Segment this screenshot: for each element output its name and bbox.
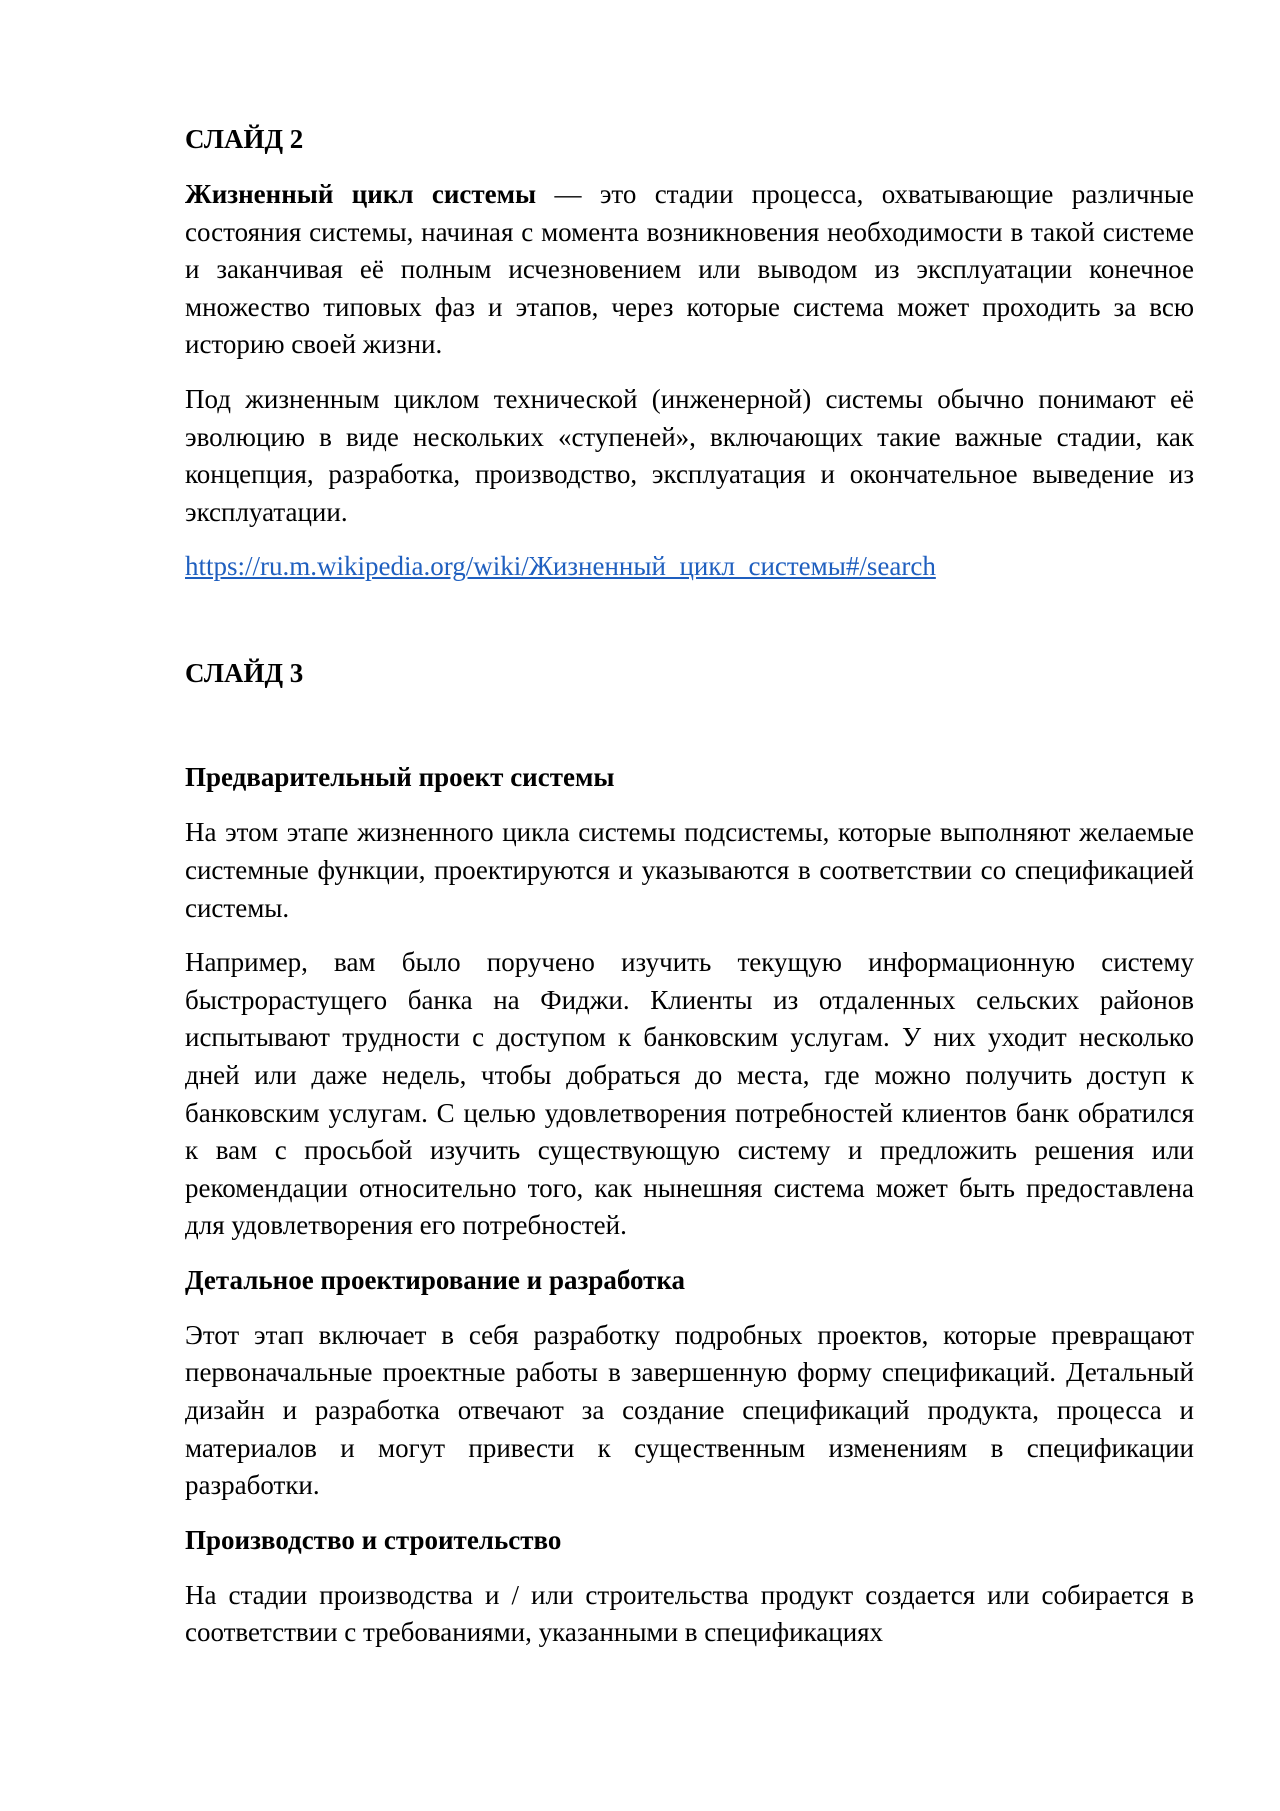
wikipedia-link[interactable]: https://ru.m.wikipedia.org/wiki/Жизненный_цикл_системы#/search [185, 551, 936, 582]
section-paragraph: Этот этап включает в себя разработку подробных проектов, которые превращают первоначальные проектные работы в завершенную форму спецификаций. Детальный дизайн и разработка отвечают за создание спецификаций продукта, процесса и материалов и могут привести к существенным изменениям в спецификации разработки. [185, 1319, 1194, 1501]
section-paragraph: На этом этапе жизненного цикла системы подсистемы, которые выполняют желаемые системные функции, проектируются и указываются в соответствии со спецификацией системы. [185, 817, 1194, 923]
section-paragraph: На стадии производства и / или строительства продукт создается или собирается в соответствии с требованиями, указанными в спецификациях [185, 1579, 1194, 1648]
slide-2-heading: СЛАЙД 2 [185, 124, 304, 154]
section-paragraph: Например, вам было поручено изучить текущую информационную систему быстрорастущего банка на Фиджи. Клиенты из отдаленных сельских районов испытывают трудности с доступом к банковским услугам. У них уходит несколько дней или даже недель, чтобы добраться до места, где можно получить доступ к банковским услугам. С целью удовлетворения потребностей клиентов банк обратился к вам с просьбой изучить существующую систему и предложить решения или рекомендации относительно того, как нынешняя система может быть предоставлена для удовлетворения его потребностей. [185, 947, 1194, 1241]
slide-3-heading: СЛАЙД 3 [185, 658, 304, 689]
section-heading-detailed-design: Детальное проектирование и разработка [185, 1264, 686, 1295]
term-bold: Жизненный цикл системы [185, 179, 537, 209]
section-heading-preliminary-design: Предварительный проект системы [185, 762, 615, 793]
slide-2-paragraph-1 [185, 176, 1194, 364]
slide-2-paragraph-2: Под жизненным циклом технической (инженерной) системы обычно понимают её эволюцию в виде нескольких «ступеней», включающих такие важные стадии, как концепция, разработка, производство, эксплуатация и окончательное выведение из эксплуатации. [185, 383, 1194, 527]
section-heading-production: Производство и строительство [185, 1524, 562, 1555]
definition-text: — это стадии процесса, охватывающие различные состояния системы, начиная с момента возникновения необходимости в такой системе и заканчивая её полным исчезновением или выводом из эксплуатации конечное множество типовых фаз и этапов, через которые система может проходить за всю историю своей жизни. [185, 179, 1194, 360]
